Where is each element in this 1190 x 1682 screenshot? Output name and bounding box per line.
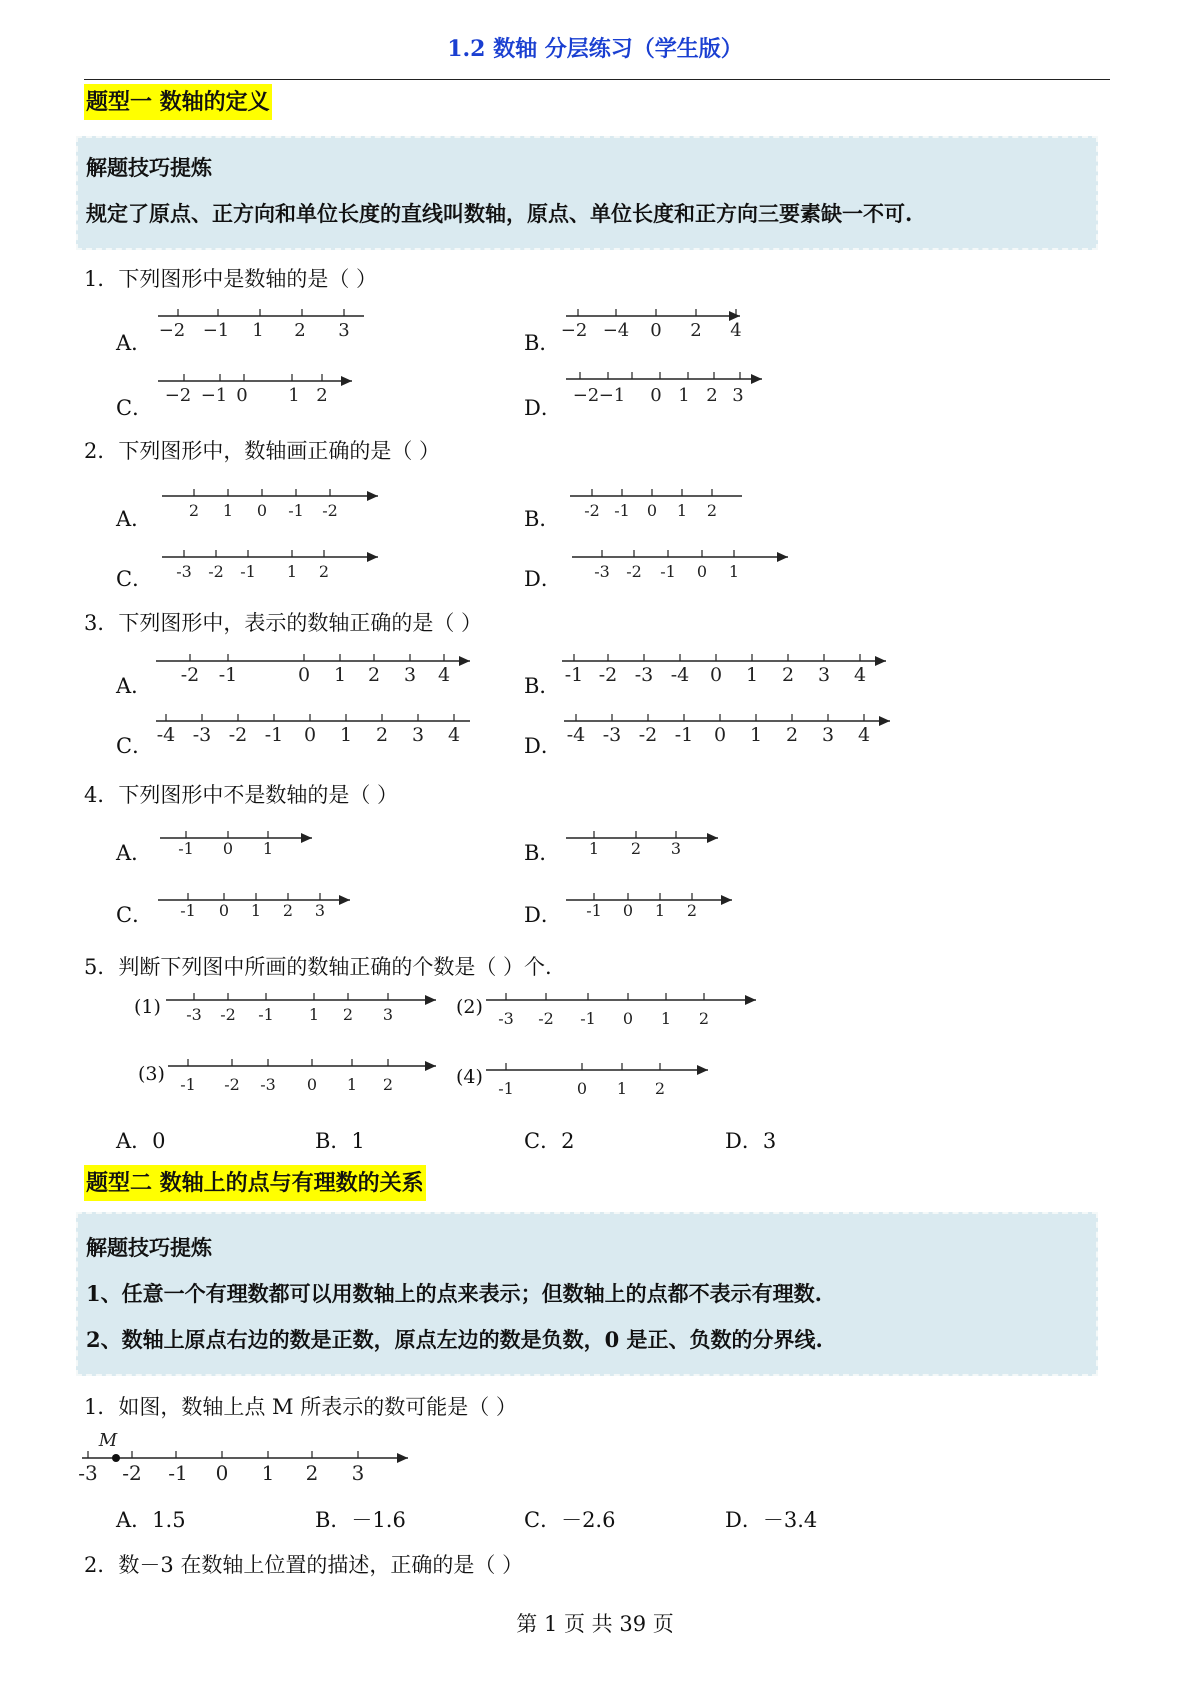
q2-option-b-letter: B． [524,507,561,531]
tick-label: -1 [564,664,584,686]
tick-label: -2 [598,664,618,686]
q2-option-a-letter: A． [116,507,153,531]
tick-label: -1 [240,562,256,581]
tick-label: 0 [646,501,658,520]
tick-label: 2 [367,664,381,686]
q3-option-c-number-line [156,711,476,753]
tick-label: 3 [338,320,350,341]
question-1-stem: 1．下列图形中是数轴的是（ ） [84,267,378,291]
tick-label: -1 [288,501,304,520]
tick-label: 2 [690,320,702,341]
arrow-head [745,995,756,1005]
question-2-stem: 2．下列图形中，数轴画正确的是（ ） [84,439,441,463]
tick-label: 4 [437,664,451,686]
tick-label: −1 [202,320,230,341]
tick-label: 2 [382,1075,394,1094]
tick-label: 0 [306,1075,318,1094]
tick-label: 2 [375,724,389,746]
tick-label: −4 [602,320,630,341]
tick-label: 1 [678,385,690,406]
tick-label: -1 [180,1075,196,1094]
tick-label: -2 [626,562,642,581]
tick-label: -1 [178,839,194,858]
tick-label: 1 [745,664,759,686]
tick-label: 0 [303,724,317,746]
tick-label: 0 [576,1079,588,1098]
q2-option-c-number-line [162,547,382,587]
question-3-stem: 3．下列图形中，表示的数轴正确的是（ ） [84,611,483,635]
q1-option-b-number-line [560,308,796,348]
arrow-head [425,1061,436,1071]
q3-option-c-letter: C． [116,734,154,758]
tick-label: -2 [538,1009,554,1028]
q3-option-b-letter: B． [524,674,561,698]
question-4-stem: 4．下列图形中不是数轴的是（ ） [84,783,399,807]
tick-label: -3 [192,724,212,746]
tick-label: −2 [164,385,192,406]
arrow-head [879,716,890,726]
q2-option-d-letter: D． [524,567,562,591]
tick-label: 1 [676,501,688,520]
q1-option-d-number-line [566,369,796,413]
question-7-stem: 2．数－3 在数轴上位置的描述，正确的是（ ） [84,1553,524,1577]
tips-box-1 [76,136,1098,250]
q5-figure-4-label: (4) [456,1066,483,1088]
document-title: 1.2 数轴 分层练习（学生版） [447,36,743,62]
tick-label: 1 [588,839,600,858]
q3-option-b-number-line [562,651,892,693]
tick-label: 2 [188,501,200,520]
tick-label: −1 [200,385,228,406]
tick-label: -1 [168,1461,188,1485]
q5-figure-3-number-line [168,1056,448,1098]
point-m-dot [112,1454,120,1462]
q4-option-b-letter: B． [524,841,561,865]
q5-figure-3-label: (3) [138,1063,165,1085]
q5-choice-c: C．2 [524,1129,575,1153]
tick-label: -3 [594,562,610,581]
tick-label: -2 [228,724,248,746]
q3-option-d-letter: D． [524,734,562,758]
tick-label: -1 [580,1009,596,1028]
tick-label: 4 [853,664,867,686]
section-heading-2: 题型二 数轴上的点与有理数的关系 [84,1165,426,1201]
arrow-head [339,895,350,905]
q5-figure-1-label: (1) [134,996,161,1018]
q4-option-c-number-line [158,888,358,924]
tick-label: 3 [403,664,417,686]
q3-option-a-letter: A． [116,674,153,698]
arrow-head [777,552,788,562]
tips-line: 规定了原点、正方向和单位长度的直线叫数轴，原点、单位长度和正方向三要素缺一不可. [86,201,913,226]
q4-option-b-number-line [566,826,726,862]
tick-label: 3 [670,839,682,858]
tick-label: 2 [698,1009,710,1028]
q4-option-c-letter: C． [116,903,154,927]
q6-number-line [78,1428,422,1488]
q5-figure-2-number-line [486,990,766,1032]
tick-label: 2 [342,1005,354,1024]
question-6-stem: 1．如图，数轴上点 M 所表示的数可能是（ ） [84,1395,517,1419]
tick-label: 1 [654,901,666,920]
tick-label: 1 [728,562,740,581]
section-heading-1: 题型一 数轴的定义 [84,84,272,120]
arrow-head [397,1453,408,1463]
tick-label: -1 [674,724,694,746]
arrow-head [875,656,886,666]
tick-label: -2 [638,724,658,746]
tick-label: 0 [713,724,727,746]
tick-label: 1 [286,562,298,581]
tips-title: 解题技巧提炼 [86,155,212,180]
tick-label: 3 [821,724,835,746]
q6-choice-a: A．1.5 [116,1508,186,1532]
tick-label: 1 [222,501,234,520]
q5-figure-1-number-line [166,990,446,1032]
q6-choice-c: C．－2.6 [524,1508,616,1532]
tick-label: -4 [566,724,586,746]
arrow-head [425,995,436,1005]
question-5-stem: 5．判断下列图中所画的数轴正确的个数是（ ）个. [84,955,552,979]
arrow-head [341,376,352,386]
tick-label: -1 [264,724,284,746]
tips-line: 1、任意一个有理数都可以用数轴上的点来表示；但数轴上的点都不表示有理数. [86,1281,822,1306]
tick-label: -2 [584,501,600,520]
tick-label: -1 [498,1079,514,1098]
tick-label: −2 [572,385,600,406]
tick-label: 1 [333,664,347,686]
tick-label: -2 [180,664,200,686]
q4-option-a-letter: A． [116,841,153,865]
tick-label: 0 [622,901,634,920]
q2-option-a-number-line [162,486,382,526]
tick-label: 1 [308,1005,320,1024]
arrow-head [707,833,718,843]
tick-label: -4 [156,724,176,746]
tick-label: -1 [660,562,676,581]
tick-label: 1 [346,1075,358,1094]
tick-label: -2 [220,1005,236,1024]
tick-label: 1 [261,1461,275,1485]
q5-figure-4-number-line [486,1060,726,1102]
point-m-label: M [98,1430,118,1451]
q6-choice-b: B．－1.6 [315,1508,406,1532]
q1-option-c-letter: C． [116,396,154,420]
tick-label: -1 [180,901,196,920]
q4-option-a-number-line [160,826,320,862]
q5-figure-2-label: (2) [456,996,483,1018]
q3-option-a-number-line [156,651,476,693]
tick-label: 1 [749,724,763,746]
tick-label: 4 [857,724,871,746]
tick-label: -1 [614,501,630,520]
tick-label: 0 [650,385,662,406]
tick-label: 0 [297,664,311,686]
tick-label: -2 [224,1075,240,1094]
tick-label: 3 [351,1461,365,1485]
tick-label: 1 [339,724,353,746]
q2-option-d-number-line [572,547,792,587]
tick-label: 0 [696,562,708,581]
tick-label: -2 [208,562,224,581]
tick-label: 1 [252,320,264,341]
q4-option-d-letter: D． [524,903,562,927]
arrow-head [301,833,312,843]
tick-label: -3 [602,724,622,746]
tick-label: -3 [634,664,654,686]
tick-label: -3 [186,1005,202,1024]
title-rule [84,79,1110,80]
q5-choice-b: B．1 [315,1129,365,1153]
tick-label: -2 [122,1461,142,1485]
q5-choice-a: A．0 [116,1129,166,1153]
tick-label: 0 [236,385,248,406]
tick-label: 3 [817,664,831,686]
tick-label: 1 [262,839,274,858]
tick-label: 3 [314,901,326,920]
q2-option-b-number-line [570,486,750,526]
q2-option-c-letter: C． [116,567,154,591]
q1-option-a-number-line [158,308,398,348]
q1-option-d-letter: D． [524,396,562,420]
tick-label: 0 [256,501,268,520]
q5-choice-d: D．3 [725,1129,777,1153]
tick-label: 2 [305,1461,319,1485]
tick-label: 3 [382,1005,394,1024]
tick-label: 3 [732,385,744,406]
tick-label: -3 [176,562,192,581]
q4-option-d-number-line [566,888,746,924]
tick-label: -1 [586,901,602,920]
arrow-head [367,491,378,501]
tick-label: 0 [222,839,234,858]
tick-label: 2 [282,901,294,920]
tick-label: 2 [316,385,328,406]
tick-label: 4 [730,320,742,341]
q6-choice-d: D．－3.4 [725,1508,818,1532]
tick-label: 0 [650,320,662,341]
arrow-head [751,374,762,384]
tick-label: −2 [560,320,588,341]
tick-label: 2 [706,385,718,406]
tick-label: -3 [260,1075,276,1094]
tick-label: -4 [670,664,690,686]
tick-label: 0 [709,664,723,686]
tick-label: 2 [318,562,330,581]
tick-label: -3 [498,1009,514,1028]
q1-option-a-letter: A． [116,331,153,355]
tick-label: 3 [411,724,425,746]
tick-label: 4 [447,724,461,746]
tick-label: 2 [294,320,306,341]
tick-label: 1 [660,1009,672,1028]
arrow-head [697,1065,708,1075]
tick-label: 1 [288,385,300,406]
tick-label: −1 [598,385,626,406]
q3-option-d-number-line [564,711,894,753]
tick-label: −2 [158,320,186,341]
q1-option-c-number-line [158,373,378,413]
tips-title: 解题技巧提炼 [86,1235,212,1260]
tick-label: 0 [622,1009,634,1028]
tick-label: 2 [686,901,698,920]
page-footer: 第 1 页 共 39 页 [516,1612,674,1636]
tick-label: -3 [78,1461,98,1485]
tick-label: 1 [616,1079,628,1098]
tick-label: 2 [654,1079,666,1098]
arrow-head [721,895,732,905]
q1-option-b-letter: B． [524,331,561,355]
tick-label: -1 [258,1005,274,1024]
tick-label: 2 [706,501,718,520]
tips-line: 2、数轴上原点右边的数是正数，原点左边的数是负数，0 是正、负数的分界线. [86,1327,823,1352]
tick-label: -2 [322,501,338,520]
tips-box-2 [76,1212,1098,1376]
tick-label: 0 [218,901,230,920]
tick-label: 1 [250,901,262,920]
arrow-head [459,656,470,666]
arrow-head [367,552,378,562]
tick-label: 0 [215,1461,229,1485]
tick-label: 2 [785,724,799,746]
tick-label: 2 [630,839,642,858]
tick-label: -1 [218,664,238,686]
tick-label: 2 [781,664,795,686]
